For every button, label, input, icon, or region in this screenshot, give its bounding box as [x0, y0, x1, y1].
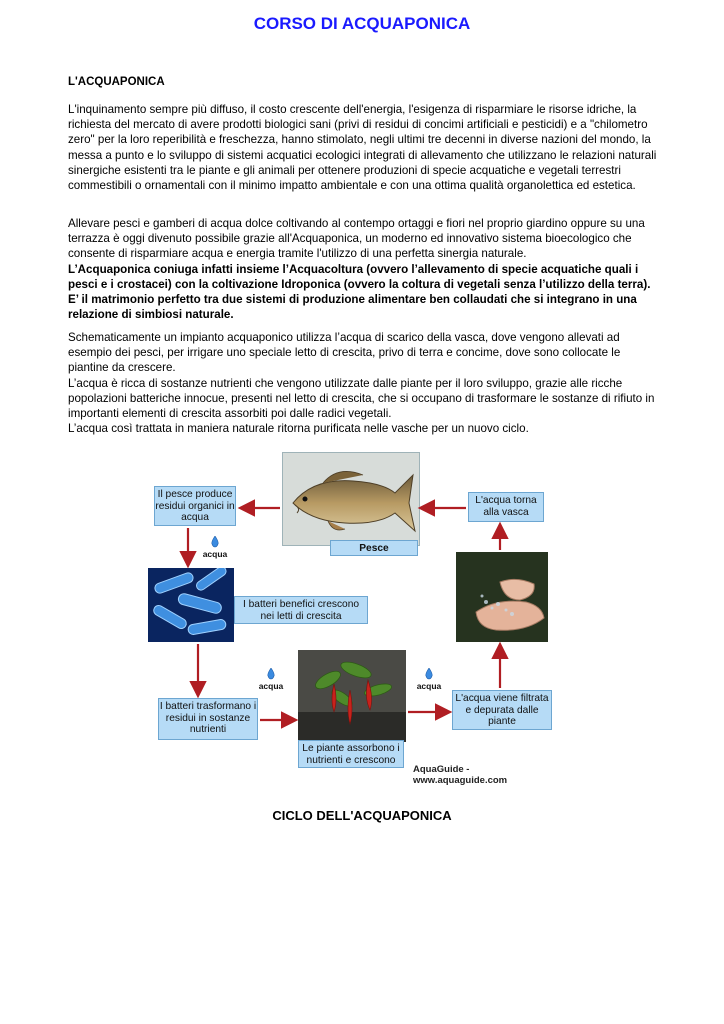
paragraph-2-bold: L’Acquaponica coniuga infatti insieme l’Acquacoltura (ovvero l’allevamento di specie acquatiche quali i pesci e i crostacei) con la coltivazione Idroponica (ovvero la coltura di vegetali senza l’utilizzo della terra). E’ il matrimonio perfetto tra due sistemi di produzione alimentare ben collaudati che si integrano in una relazione di simbiosi naturale.: [68, 262, 651, 322]
water-drop-right-label: acqua: [416, 681, 442, 691]
box-plants-absorb: Le piante assorbono i nutrienti e crescono: [298, 740, 404, 768]
paragraph-3-line-2: L’acqua è ricca di sostanze nutrienti che vengono utilizzate dalle piante per il loro sviluppo, grazie alle ricche popolazioni batteriche innocue, presenti nel letto di crescita, che si occupano di trasformare le sostanze di rifiuto in importanti elementi di crescita assorbiti poi dalle radici vegetali.: [68, 376, 655, 421]
cycle-arrows: [148, 450, 556, 782]
box-water-filtered: L'acqua viene filtrata e depurata dalle piante: [452, 690, 552, 730]
paragraph-3-line-1: Schematicamente un impianto acquaponico utilizza l’acqua di scarico della vasca, dove vengono allevati ad esempio dei pesci, per irrigare uno speciale letto di crescita, privo di terra e concime, dove sono collocate le piantine da crescere.: [68, 331, 621, 375]
paragraph-3: [68, 330, 658, 436]
paragraph-1: L'inquinamento sempre più diffuso, il costo crescente dell'energia, l'esigenza di risparmiare le risorse idriche, la richiesta del mercato di avere prodotti biologici sani (privi di residui di concimi artificiali e pesticidi) e a "chilometro zero" per la loro reperibilità e freschezza, hanno stimolato, negli ultimi tre decenni in diverse nazioni del mondo, la messa a punto e lo sviluppo di sistemi acquatici ecologici integrati di allevamento che utilizzano le relazioni naturali sinergiche esistenti tra le piante e gli animali per ottenere produzioni di specie acquatiche e vegetali terrestri commestibili o ornamentali con il minimo impatto ambientale e con una ottima qualità organolettica ed estetica.: [68, 103, 657, 193]
box-bacteria-grow-text: I batteri benefici crescono nei letti di crescita: [242, 599, 360, 622]
image-credit: AquaGuide - www.aquaguide.com: [413, 764, 508, 786]
page-title: CORSO DI ACQUAPONICA: [253, 14, 471, 33]
aquaponics-cycle-diagram: [148, 450, 556, 786]
water-drop-left-label: acqua: [202, 549, 228, 559]
section-heading: L'ACQUAPONICA: [68, 76, 165, 88]
diagram-caption: CICLO DELL'ACQUAPONICA: [272, 808, 452, 823]
box-fish-waste: Il pesce produce residui organici in acqua: [154, 486, 236, 526]
paragraph-2-plain: Allevare pesci e gamberi di acqua dolce coltivando al contempo ortaggi e fiori nel proprio giardino oppure su una terrazza è oggi divenuto possibile grazie all'Acquaponica, un moderno ed innovativo sistema bioecologico che consente di risparmiare acqua e energia tramite l'utilizzo di una perfetta sinergia naturale.: [68, 217, 645, 261]
water-drop-middle-label: acqua: [258, 681, 284, 691]
paragraph-2: [68, 216, 658, 322]
box-bacteria-transform: I batteri trasformano i residui in sostanze nutrienti: [158, 698, 258, 740]
paragraph-3-line-3: L’acqua così trattata in maniera naturale ritorna purificata nelle vasche per un nuovo ciclo.: [68, 422, 529, 436]
fish-label: Pesce: [330, 540, 418, 556]
box-water-returns: L'acqua torna alla vasca: [468, 492, 544, 522]
